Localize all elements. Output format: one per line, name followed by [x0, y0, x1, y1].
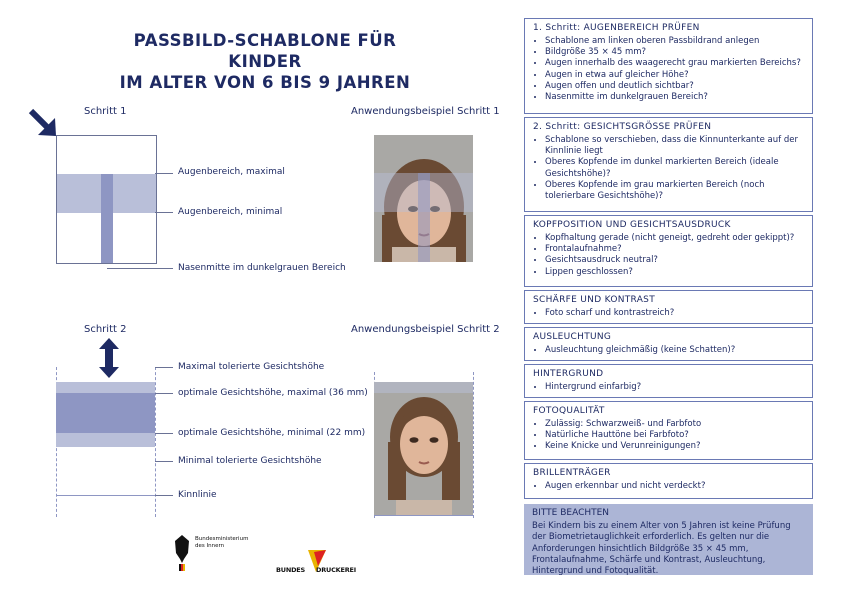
opt-min-label: optimale Gesichtshöhe, minimal (22 mm): [178, 428, 366, 438]
panel-background-heading: HINTERGRUND: [533, 369, 604, 379]
notice-text: Bei Kindern bis zu einem Alter von 5 Jahren ist keine Prüfung der Biometrietauglichkeit erforderlich. Es gelten nur die Anforderungen hinsichtlich Bildgröße 35 × 45 mm, Frontalaufnahme, Schärfe und Kontrast, Ausleuchtung, Hintergrund und Fotoqualität.: [532, 521, 791, 577]
list-item: • Kopfhaltung gerade (nicht geneigt, gedreht oder gekippt)?: [545, 233, 806, 244]
bundesdruckerei-logo: [276, 548, 358, 576]
federal-eagle-logo: [173, 533, 191, 571]
panel-lighting-heading: AUSLEUCHTUNG: [533, 332, 612, 342]
list-item: • Natürliche Hauttöne bei Farbfoto?: [545, 430, 806, 441]
panel-sharpness: [524, 290, 813, 324]
panel-photo-quality-heading: FOTOQUALITÄT: [533, 406, 605, 416]
panel-eye-area: [524, 18, 813, 114]
bdr-right-text: DRUCKEREI: [316, 566, 356, 574]
bdr-left-text: BUNDES: [276, 566, 305, 574]
notice-heading: BITTE BEACHTEN: [532, 508, 610, 518]
step2-heading: Schritt 2: [84, 324, 127, 335]
panel-background: [524, 364, 813, 398]
list-item: • Oberes Kopfende im dunkel markierten Bereich (ideale Gesichtshöhe)?: [545, 157, 806, 179]
min-tol-label: Minimal tolerierte Gesichtshöhe: [178, 456, 322, 466]
opt-max-label: optimale Gesichtshöhe, maximal (36 mm): [178, 388, 368, 398]
step1-example-photo: [374, 135, 473, 262]
panel-eye-area-heading: 1. Schritt: AUGENBEREICH PRÜFEN: [533, 23, 700, 33]
panel-sharpness-heading: SCHÄRFE UND KONTRAST: [533, 295, 655, 305]
eye-min-leader: [155, 212, 173, 213]
step2-example-heading: Anwendungsbeispiel Schritt 2: [351, 324, 500, 335]
bmi-line-2: des Innern: [195, 543, 225, 549]
bmi-line-1: Bundesministerium: [195, 536, 249, 542]
chin-line: [56, 495, 155, 496]
list-item: • Gesichtsausdruck neutral?: [545, 255, 806, 266]
eye-min-label: Augenbereich, minimal: [178, 207, 283, 217]
list-item: • Augen innerhalb des waagerecht grau markierten Bereichs?: [545, 58, 806, 69]
photo1-nose-strip: [418, 173, 430, 262]
list-item: • Schablone am linken oberen Passbildrand anlegen: [545, 36, 806, 47]
photo2-tolerated-top: [374, 382, 473, 393]
nose-label: Nasenmitte im dunkelgrauen Bereich: [178, 263, 346, 273]
nose-leader: [107, 268, 173, 269]
chin-label: Kinnlinie: [178, 490, 217, 500]
page-title: [95, 30, 435, 93]
max-tol-label: Maximal tolerierte Gesichtshöhe: [178, 362, 325, 372]
step1-template-frame: [56, 135, 157, 264]
chin-leader: [155, 495, 173, 496]
arrow-up-down-icon: [98, 338, 120, 378]
list-item: • Nasenmitte im dunkelgrauen Bereich?: [545, 92, 806, 103]
eye-max-label: Augenbereich, maximal: [178, 167, 285, 177]
panel-photo-quality: [524, 401, 813, 460]
list-item: • Oberes Kopfende im grau markierten Bereich (noch tolerierbare Gesichtshöhe)?: [545, 180, 806, 202]
list-item: • Keine Knicke und Verunreinigungen?: [545, 441, 806, 452]
list-item: • Augen erkennbar und nicht verdeckt?: [545, 481, 806, 492]
step1-example-heading: Anwendungsbeispiel Schritt 1: [351, 106, 500, 117]
opt-max-leader: [155, 393, 173, 394]
panel-face-size-heading: 2. Schritt: GESICHTSGRÖSSE PRÜFEN: [533, 122, 712, 132]
panel-glasses: [524, 463, 813, 499]
step1-heading: Schritt 1: [84, 106, 127, 117]
photo2-right-dash: [473, 372, 474, 518]
list-item: • Augen offen und deutlich sichtbar?: [545, 81, 806, 92]
bmi-logo-text: [195, 536, 248, 550]
nose-center-strip: [101, 174, 113, 263]
opt-min-leader: [155, 433, 173, 434]
title-line-2: IM ALTER VON 6 BIS 9 JAHREN: [119, 73, 411, 92]
panel-face-size: [524, 117, 813, 212]
list-item: • Zulässig: Schwarzweiß- und Farbfoto: [545, 419, 806, 430]
list-item: • Bildgröße 35 × 45 mm?: [545, 47, 806, 58]
panel-head-position-heading: KOPFPOSITION UND GESICHTSAUSDRUCK: [533, 220, 731, 230]
title-line-1: PASSBILD-SCHABLONE FÜR KINDER: [133, 31, 397, 71]
step2-example-photo: [374, 382, 473, 515]
list-item: • Hintergrund einfarbig?: [545, 382, 806, 393]
list-item: • Augen in etwa auf gleicher Höhe?: [545, 70, 806, 81]
panel-glasses-heading: BRILLENTRÄGER: [533, 468, 611, 478]
child-portrait-2: [374, 382, 473, 515]
list-item: • Frontalaufnahme?: [545, 244, 806, 255]
photo2-chin-line: [374, 515, 473, 516]
list-item: • Schablone so verschieben, dass die Kinnunterkante auf der Kinnlinie liegt: [545, 135, 806, 157]
panel-lighting: [524, 327, 813, 361]
list-item: • Lippen geschlossen?: [545, 267, 806, 278]
min-tol-leader: [155, 461, 173, 462]
optimal-face-height-band: [56, 393, 155, 433]
max-tol-leader: [155, 367, 173, 368]
list-item: • Foto scharf und kontrastreich?: [545, 308, 806, 319]
notice-box: [524, 504, 813, 575]
list-item: • Ausleuchtung gleichmäßig (keine Schatten)?: [545, 345, 806, 356]
panel-head-position: [524, 215, 813, 287]
eye-max-leader: [155, 173, 173, 174]
